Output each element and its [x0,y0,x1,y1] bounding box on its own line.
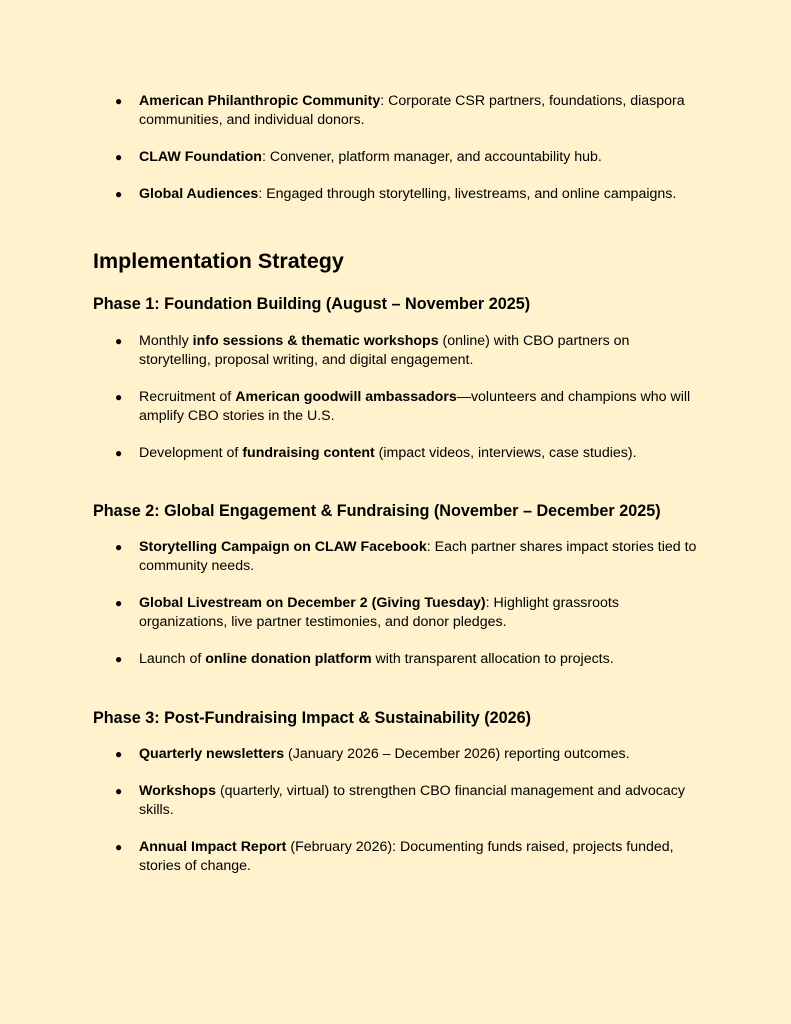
phase-1-list [0,332,791,463]
list-item [0,444,791,463]
list-item-text: (online) with CBO partners on storytelling, proposal writing, and digital engagement. [139,333,630,368]
bullet-icon: ● [115,390,123,404]
list-item-text: : Highlight grassroots organizations, live partner testimonies, and donor pledges. [139,595,619,630]
list-item [0,538,791,576]
bullet-icon: ● [115,446,123,460]
list-item-text: (January 2026 – December 2026) reporting outcomes. [284,746,630,762]
list-item-text: with transparent allocation to projects. [371,651,614,667]
list-item [0,185,791,204]
list-item-text: Development of [139,445,243,461]
list-item [0,388,791,426]
list-item [0,782,791,820]
list-item-bold: online donation platform [205,651,372,667]
list-item-text: : Corporate CSR partners, foundations, diaspora communities, and individual donors. [139,93,685,128]
list-item [0,92,791,130]
list-item-text: Recruitment of [139,389,236,405]
list-item-bold: Global Audiences [139,186,259,202]
list-item-text: Monthly [139,333,193,349]
bullet-icon: ● [115,784,123,798]
list-item-bold: Global Livestream on December 2 (Giving Tuesday) [139,595,486,611]
list-item-bold: Quarterly newsletters [139,746,285,762]
phase-2-heading: Phase 2: Global Engagement & Fundraising (November – December 2025) [93,502,661,520]
bullet-icon: ● [115,334,123,348]
list-item-bold: fundraising content [242,445,375,461]
bullet-icon: ● [115,187,123,201]
phase-3-heading: Phase 3: Post-Fundraising Impact & Sustainability (2026) [93,709,532,727]
bullet-icon: ● [115,596,123,610]
list-item-text: —volunteers and champions who will amplify CBO stories in the U.S. [139,389,691,424]
list-item-text: (February 2026): Documenting funds raised, projects funded, stories of change. [139,839,674,874]
bullet-icon: ● [115,840,123,854]
list-item-bold: info sessions & thematic workshops [192,333,439,349]
phase-3-list [0,745,791,876]
list-item-bold: American Philanthropic Community [139,93,381,109]
list-item-bold: Annual Impact Report [139,839,287,855]
list-item [0,650,791,669]
phase-1-heading: Phase 1: Foundation Building (August – November 2025) [93,295,531,313]
list-item [0,594,791,632]
bullet-icon: ● [115,94,123,108]
bullet-icon: ● [115,652,123,666]
list-item-bold: CLAW Foundation [139,149,262,165]
section-heading: Implementation Strategy [93,249,344,273]
list-item [0,838,791,876]
list-item-bold: Storytelling Campaign on CLAW Facebook [139,539,427,555]
list-item-bold: Workshops [139,783,216,799]
list-item [0,332,791,370]
list-item-text: (quarterly, virtual) to strengthen CBO financial management and advocacy skills. [139,783,685,818]
list-item-text: Launch of [139,651,206,667]
list-item-bold: American goodwill ambassadors [235,389,457,405]
phase-2-list [0,538,791,669]
list-item-text: : Convener, platform manager, and accountability hub. [261,149,602,165]
list-item [0,148,791,167]
bullet-icon: ● [115,540,123,554]
list-item [0,745,791,764]
stakeholder-list [0,92,791,204]
bullet-icon: ● [115,747,123,761]
list-item-text: : Engaged through storytelling, livestreams, and online campaigns. [258,186,677,202]
bullet-icon: ● [115,150,123,164]
list-item-text: (impact videos, interviews, case studies). [374,445,637,461]
list-item-text: : Each partner shares impact stories tied to community needs. [139,539,697,574]
